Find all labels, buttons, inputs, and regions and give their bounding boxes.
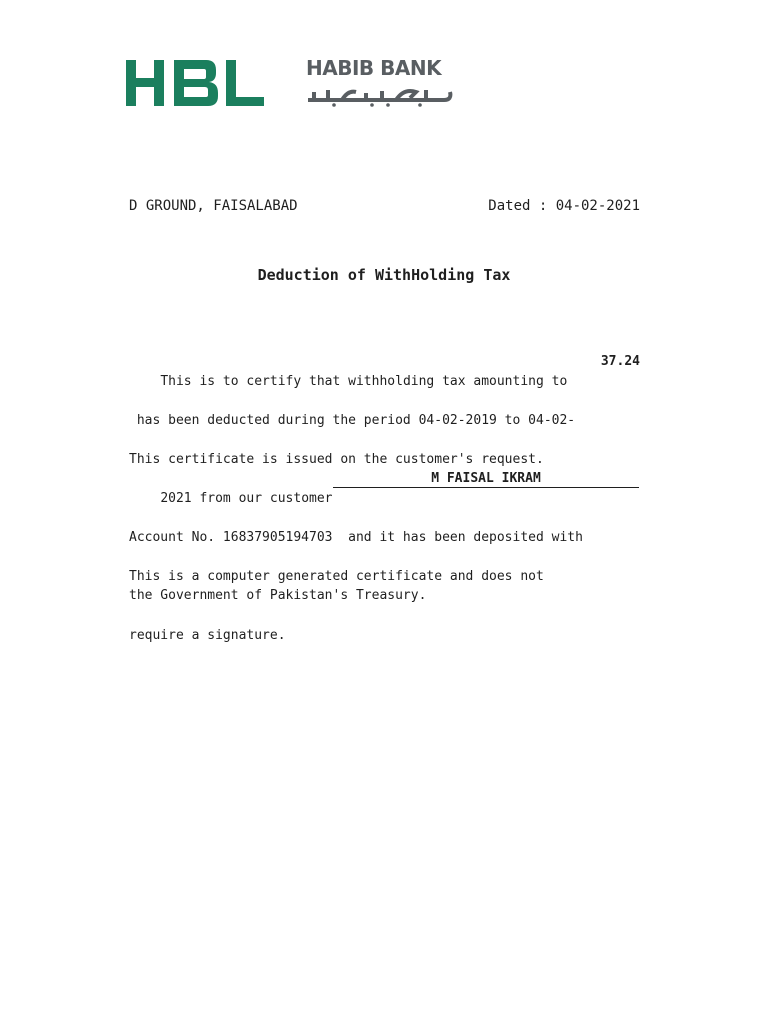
bank-name: HABIB BANK <box>306 56 442 80</box>
paragraph-line: 2021 from our customer M FAISAL IKRAM <box>129 469 640 489</box>
bank-name-urdu-logotype <box>304 84 454 108</box>
branch-date-line <box>129 198 640 246</box>
customer-name: M FAISAL IKRAM <box>333 469 639 488</box>
computer-generated-note: This is a computer generated certificate and does not require a signature. <box>129 569 544 643</box>
tax-amount: 37.24 <box>600 354 640 369</box>
request-note: This certificate is issued on the customer's request. <box>129 452 544 467</box>
bank-logo <box>126 56 466 112</box>
certificate-title: Deduction of WithHolding Tax <box>257 266 511 284</box>
paragraph-line: This is to certify that withholding tax amounting to 37.24 <box>160 354 640 389</box>
branch-name: D GROUND, FAISALABAD <box>129 198 298 214</box>
hbl-logo-mark <box>126 60 264 106</box>
paragraph-line: the Government of Pakistan's Treasury. <box>129 588 427 603</box>
paragraph-line: Account No. 16837905194703 and it has been deposited with <box>129 529 583 545</box>
certificate-date: Dated : 04-02-2021 <box>488 198 640 214</box>
paragraph-line: has been deducted during the period 04-02-2019 to 04-02- <box>129 412 576 428</box>
